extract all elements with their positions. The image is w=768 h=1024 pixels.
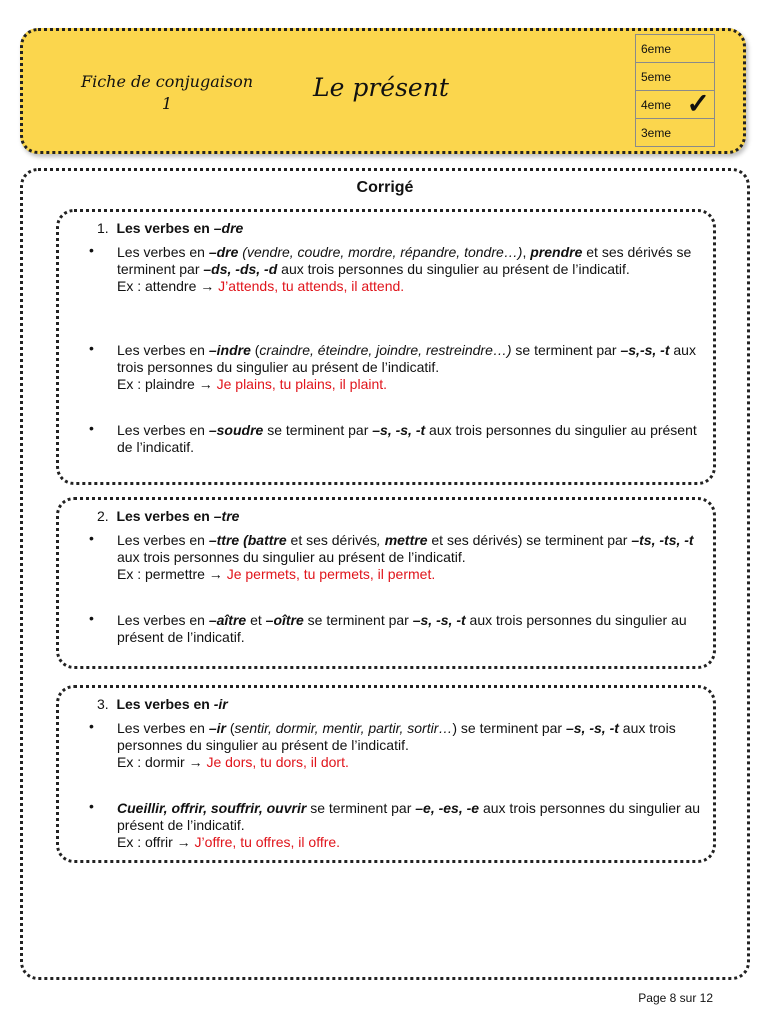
worksheet-label [67, 71, 267, 115]
rule-text-run: se terminent par [511, 342, 621, 358]
rule-item [89, 242, 707, 295]
rule-text [117, 612, 707, 646]
rule-text-run: ) se terminent par [452, 720, 566, 736]
section-dre [56, 209, 716, 485]
rule-text-run: –indre [208, 342, 251, 358]
content-title: Corrigé [356, 179, 414, 196]
rule-text-run: Les verbes en [117, 720, 209, 736]
rule-item [89, 340, 707, 393]
rule-text-run: –dre [208, 244, 239, 260]
level-3eme: 3eme [636, 119, 715, 147]
rule-item [89, 718, 707, 771]
rule-text-run: se terminent par [303, 612, 413, 628]
rule-text-run: –ir [208, 720, 226, 736]
rule-text-run: –e, -es, -e [415, 800, 480, 816]
rule-text-run: et ses dérivés se terminent par [117, 244, 692, 277]
level-table [635, 34, 715, 147]
content-frame [20, 168, 750, 980]
section-heading: 2. Les verbes en –tre [97, 508, 240, 524]
rule-text-run: –ttre (battre [208, 532, 287, 548]
rule-item [89, 420, 707, 456]
rule-text [117, 532, 707, 566]
bullet-icon: • [89, 798, 94, 814]
rule-item [89, 798, 707, 851]
rule-text [117, 422, 707, 456]
rule-text-run: et ses dérivés [286, 532, 377, 548]
section-heading: 3. Les verbes en -ir [97, 696, 228, 712]
checkmark-icon: ✓ [686, 88, 710, 119]
rule-text [117, 342, 707, 376]
rule-text [117, 244, 707, 278]
rule-text-run: sentir, dormir, mentir, partir, sortir… [234, 720, 453, 736]
rule-text-run: aux trois personnes du singulier au présent de l’indicatif. [117, 720, 676, 753]
rule-text-run: se terminent par [306, 800, 416, 816]
rule-text-run: , [522, 244, 531, 260]
rule-text-run: –oître [265, 612, 304, 628]
rule-text-run: Les verbes en [117, 244, 209, 260]
page-number: Page 8 sur 12 [638, 991, 713, 1005]
rule-text-run: aux trois personnes du singulier au présent de l’indicatif. [117, 612, 687, 645]
rule-text-run: se terminent par [263, 422, 373, 438]
rule-text-run: ( [250, 342, 260, 358]
rule-text-run: Cueillir, offrir, souffrir, ouvrir [117, 800, 307, 816]
level-6eme: 6eme [636, 35, 715, 63]
rule-text-run: –ds, -ds, -d [203, 261, 278, 277]
level-4eme: 4eme ✓ [636, 91, 715, 119]
rule-text-run: –s, -s, -t [372, 422, 426, 438]
example-line: Ex : attendre → J’attends, tu attends, il attend. [117, 278, 405, 294]
rule-text-run: aux trois personnes du singulier au présent de l’indicatif. [117, 422, 697, 455]
rule-text-run: aux trois personnes du singulier au présent de l’indicatif. [277, 261, 630, 277]
bullet-icon: • [89, 610, 94, 626]
section-tre [56, 497, 716, 669]
rule-text-run: mettre [384, 532, 428, 548]
rule-text-run: Les verbes en [117, 422, 209, 438]
bullet-icon: • [89, 340, 94, 356]
rule-text-run: ( [225, 720, 235, 736]
rule-text-run: , [376, 532, 385, 548]
example-line: Ex : permettre → Je permets, tu permets, il permet. [117, 566, 436, 582]
rule-text-run: prendre [530, 244, 583, 260]
rule-text-run: –aître [208, 612, 247, 628]
rule-text-run: –ts, -ts, -t [631, 532, 694, 548]
rule-text-run: aux trois personnes du singulier au présent de l’indicatif. [117, 800, 701, 833]
bullet-icon: • [89, 718, 94, 734]
section-ir [56, 685, 716, 863]
rule-text-run: –s, -s, -t [565, 720, 619, 736]
rule-text-run: craindre, éteindre, joindre, restreindre…) [259, 342, 512, 358]
rule-text-run: Les verbes en [117, 612, 209, 628]
worksheet-header [20, 28, 746, 154]
bullet-icon: • [89, 420, 94, 436]
rule-text-run: aux trois personnes du singulier au présent de l’indicatif. [117, 342, 696, 375]
rule-text-run: et [246, 612, 266, 628]
page-title: Le présent [313, 73, 449, 102]
rule-item [89, 530, 707, 583]
bullet-icon: • [89, 530, 94, 546]
rule-item [89, 610, 707, 646]
worksheet-number: 1 [161, 94, 173, 113]
worksheet-title: Fiche de conjugaison [80, 72, 254, 91]
rule-text-run: –s, -s, -t [412, 612, 466, 628]
rule-text [117, 720, 707, 754]
rule-text-run: et ses dérivés) se terminent par [427, 532, 632, 548]
rule-text-run: Les verbes en [117, 342, 209, 358]
example-line: Ex : dormir → Je dors, tu dors, il dort. [117, 754, 349, 770]
rule-text-run: Les verbes en [117, 532, 209, 548]
example-line: Ex : offrir → J’offre, tu offres, il offre. [117, 834, 341, 850]
rule-text [117, 800, 707, 834]
rule-text-run: aux trois personnes du singulier au présent de l’indicatif. [117, 549, 466, 565]
bullet-icon: • [89, 242, 94, 258]
level-5eme: 5eme [636, 63, 715, 91]
section-heading: 1. Les verbes en –dre [97, 220, 244, 236]
rule-text-run: (vendre, coudre, mordre, répandre, tondre…) [238, 244, 523, 260]
example-line: Ex : plaindre → Je plains, tu plains, il plaint. [117, 376, 388, 392]
rule-text-run: –s,-s, -t [620, 342, 670, 358]
rule-text-run: –soudre [208, 422, 264, 438]
